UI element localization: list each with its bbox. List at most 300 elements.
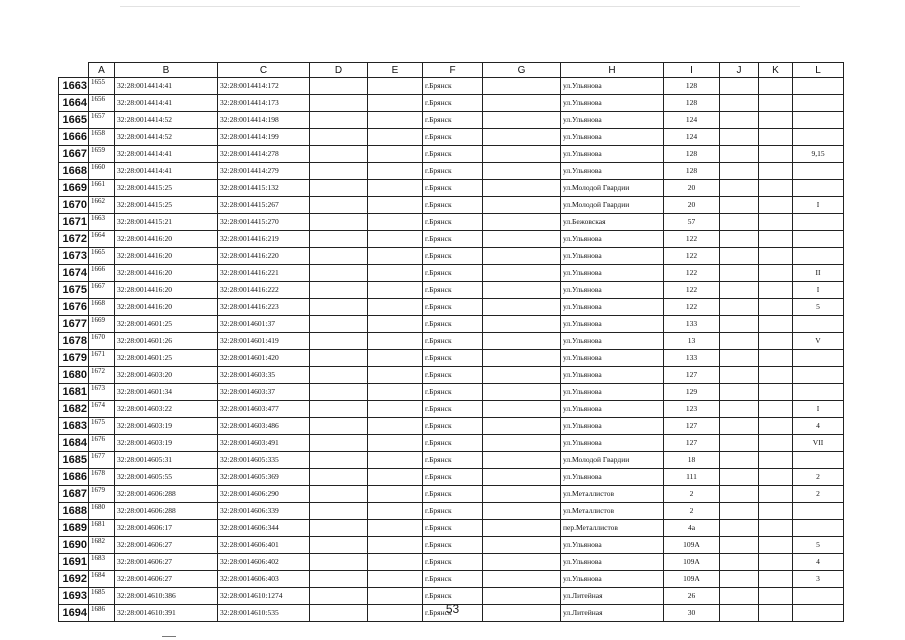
cell-k[interactable] [759,163,793,180]
cell-b[interactable]: 32:28:0014416:20 [115,282,218,299]
cell-f[interactable]: г.Брянск [423,333,483,350]
cell-h[interactable]: ул.Ульянова [561,95,664,112]
cell-h[interactable]: ул.Ульянова [561,316,664,333]
cell-j[interactable] [720,95,759,112]
cell-d[interactable] [310,231,368,248]
cell-f[interactable]: г.Брянск [423,248,483,265]
cell-b[interactable]: 32:28:0014414:52 [115,112,218,129]
row-number[interactable]: 1692 [59,571,89,588]
cell-a[interactable]: 1674 [89,401,115,418]
cell-j[interactable] [720,435,759,452]
cell-c[interactable]: 32:28:0014606:402 [218,554,310,571]
cell-b[interactable]: 32:28:0014603:19 [115,418,218,435]
row-number[interactable]: 1679 [59,350,89,367]
cell-l[interactable] [793,112,844,129]
cell-f[interactable]: г.Брянск [423,367,483,384]
cell-j[interactable] [720,265,759,282]
column-header-d[interactable]: D [310,63,368,78]
cell-e[interactable] [368,452,423,469]
cell-i[interactable]: 2 [664,503,720,520]
cell-j[interactable] [720,299,759,316]
cell-l[interactable] [793,248,844,265]
cell-b[interactable]: 32:28:0014603:19 [115,435,218,452]
row-number[interactable]: 1678 [59,333,89,350]
cell-k[interactable] [759,367,793,384]
cell-j[interactable] [720,571,759,588]
cell-l[interactable] [793,367,844,384]
cell-l[interactable] [793,78,844,95]
cell-a[interactable]: 1683 [89,554,115,571]
cell-l[interactable] [793,231,844,248]
cell-l[interactable]: 5 [793,537,844,554]
column-header-b[interactable]: B [115,63,218,78]
column-header-h[interactable]: H [561,63,664,78]
cell-g[interactable] [483,265,561,282]
cell-d[interactable] [310,384,368,401]
cell-a[interactable]: 1678 [89,469,115,486]
cell-i[interactable]: 124 [664,129,720,146]
row-number[interactable]: 1676 [59,299,89,316]
cell-j[interactable] [720,316,759,333]
cell-a[interactable]: 1672 [89,367,115,384]
cell-g[interactable] [483,537,561,554]
cell-b[interactable]: 32:28:0014414:52 [115,129,218,146]
cell-k[interactable] [759,401,793,418]
cell-d[interactable] [310,537,368,554]
cell-i[interactable]: 2 [664,486,720,503]
cell-i[interactable]: 133 [664,316,720,333]
cell-h[interactable]: ул.Ульянова [561,163,664,180]
cell-b[interactable]: 32:28:0014601:26 [115,333,218,350]
cell-c[interactable]: 32:28:0014610:535 [218,605,310,622]
column-header-a[interactable]: A [89,63,115,78]
cell-h[interactable]: ул.Ульянова [561,146,664,163]
cell-b[interactable]: 32:28:0014610:386 [115,588,218,605]
cell-f[interactable]: г.Брянск [423,231,483,248]
cell-j[interactable] [720,163,759,180]
cell-f[interactable]: г.Брянск [423,112,483,129]
cell-g[interactable] [483,163,561,180]
row-number[interactable]: 1691 [59,554,89,571]
cell-b[interactable]: 32:28:0014415:21 [115,214,218,231]
cell-e[interactable] [368,95,423,112]
row-number[interactable]: 1666 [59,129,89,146]
cell-g[interactable] [483,129,561,146]
cell-a[interactable]: 1663 [89,214,115,231]
cell-j[interactable] [720,452,759,469]
cell-k[interactable] [759,486,793,503]
cell-d[interactable] [310,129,368,146]
cell-k[interactable] [759,95,793,112]
cell-k[interactable] [759,299,793,316]
column-header-l[interactable]: L [793,63,844,78]
cell-d[interactable] [310,214,368,231]
cell-h[interactable]: ул.Ульянова [561,418,664,435]
cell-i[interactable]: 129 [664,384,720,401]
cell-l[interactable] [793,163,844,180]
cell-h[interactable]: ул.Литейная [561,605,664,622]
cell-c[interactable]: 32:28:0014606:403 [218,571,310,588]
cell-c[interactable]: 32:28:0014414:279 [218,163,310,180]
row-number[interactable]: 1675 [59,282,89,299]
cell-d[interactable] [310,316,368,333]
cell-d[interactable] [310,435,368,452]
cell-c[interactable]: 32:28:0014606:290 [218,486,310,503]
cell-d[interactable] [310,112,368,129]
cell-j[interactable] [720,350,759,367]
cell-b[interactable]: 32:28:0014606:288 [115,503,218,520]
cell-i[interactable]: 122 [664,265,720,282]
cell-e[interactable] [368,146,423,163]
cell-g[interactable] [483,214,561,231]
cell-h[interactable]: ул.Литейная [561,588,664,605]
cell-d[interactable] [310,367,368,384]
cell-h[interactable]: ул.Ульянова [561,571,664,588]
cell-i[interactable]: 122 [664,299,720,316]
cell-h[interactable]: ул.Металлистов [561,503,664,520]
cell-d[interactable] [310,333,368,350]
row-number[interactable]: 1686 [59,469,89,486]
row-number[interactable]: 1694 [59,605,89,622]
cell-k[interactable] [759,435,793,452]
cell-l[interactable] [793,129,844,146]
cell-j[interactable] [720,197,759,214]
cell-k[interactable] [759,112,793,129]
cell-e[interactable] [368,163,423,180]
cell-c[interactable]: 32:28:0014414:173 [218,95,310,112]
cell-k[interactable] [759,418,793,435]
cell-e[interactable] [368,384,423,401]
row-number[interactable]: 1668 [59,163,89,180]
cell-i[interactable]: 127 [664,418,720,435]
cell-h[interactable]: ул.Металлистов [561,486,664,503]
cell-a[interactable]: 1686 [89,605,115,622]
cell-b[interactable]: 32:28:0014414:41 [115,163,218,180]
cell-g[interactable] [483,333,561,350]
cell-a[interactable]: 1685 [89,588,115,605]
cell-c[interactable]: 32:28:0014603:35 [218,367,310,384]
cell-g[interactable] [483,350,561,367]
cell-l[interactable] [793,520,844,537]
cell-h[interactable]: ул.Ульянова [561,384,664,401]
cell-e[interactable] [368,78,423,95]
cell-a[interactable]: 1660 [89,163,115,180]
cell-i[interactable]: 111 [664,469,720,486]
cell-k[interactable] [759,503,793,520]
cell-k[interactable] [759,282,793,299]
cell-l[interactable] [793,384,844,401]
cell-e[interactable] [368,214,423,231]
cell-e[interactable] [368,350,423,367]
cell-a[interactable]: 1657 [89,112,115,129]
cell-k[interactable] [759,350,793,367]
cell-c[interactable]: 32:28:0014415:270 [218,214,310,231]
cell-g[interactable] [483,571,561,588]
cell-a[interactable]: 1656 [89,95,115,112]
cell-a[interactable]: 1667 [89,282,115,299]
cell-d[interactable] [310,248,368,265]
cell-k[interactable] [759,520,793,537]
cell-b[interactable]: 32:28:0014606:288 [115,486,218,503]
cell-g[interactable] [483,231,561,248]
row-number[interactable]: 1680 [59,367,89,384]
cell-f[interactable]: г.Брянск [423,180,483,197]
cell-i[interactable]: 57 [664,214,720,231]
cell-j[interactable] [720,486,759,503]
cell-j[interactable] [720,469,759,486]
cell-g[interactable] [483,503,561,520]
column-header-f[interactable]: F [423,63,483,78]
cell-k[interactable] [759,197,793,214]
cell-c[interactable]: 32:28:0014414:198 [218,112,310,129]
cell-c[interactable]: 32:28:0014601:37 [218,316,310,333]
cell-i[interactable]: 109А [664,537,720,554]
cell-h[interactable]: ул.Ульянова [561,129,664,146]
cell-b[interactable]: 32:28:0014606:27 [115,571,218,588]
row-number[interactable]: 1674 [59,265,89,282]
cell-c[interactable]: 32:28:0014603:486 [218,418,310,435]
cell-d[interactable] [310,571,368,588]
cell-i[interactable]: 30 [664,605,720,622]
cell-j[interactable] [720,537,759,554]
cell-g[interactable] [483,299,561,316]
cell-h[interactable]: ул.Ульянова [561,333,664,350]
cell-j[interactable] [720,384,759,401]
cell-g[interactable] [483,248,561,265]
row-number[interactable]: 1687 [59,486,89,503]
cell-g[interactable] [483,367,561,384]
cell-e[interactable] [368,333,423,350]
cell-e[interactable] [368,469,423,486]
cell-f[interactable]: г.Брянск [423,197,483,214]
row-number[interactable]: 1684 [59,435,89,452]
cell-a[interactable]: 1682 [89,537,115,554]
cell-k[interactable] [759,316,793,333]
cell-e[interactable] [368,231,423,248]
cell-h[interactable]: ул.Ульянова [561,401,664,418]
row-number[interactable]: 1693 [59,588,89,605]
cell-j[interactable] [720,129,759,146]
cell-f[interactable]: г.Брянск [423,588,483,605]
cell-d[interactable] [310,486,368,503]
cell-c[interactable]: 32:28:0014416:219 [218,231,310,248]
row-number[interactable]: 1669 [59,180,89,197]
cell-a[interactable]: 1658 [89,129,115,146]
cell-b[interactable]: 32:28:0014606:27 [115,537,218,554]
row-number[interactable]: 1673 [59,248,89,265]
cell-a[interactable]: 1659 [89,146,115,163]
cell-c[interactable]: 32:28:0014415:267 [218,197,310,214]
cell-c[interactable]: 32:28:0014606:339 [218,503,310,520]
column-header-c[interactable]: C [218,63,310,78]
cell-j[interactable] [720,418,759,435]
cell-f[interactable]: г.Брянск [423,129,483,146]
cell-f[interactable]: г.Брянск [423,469,483,486]
cell-f[interactable]: г.Брянск [423,503,483,520]
cell-f[interactable]: г.Брянск [423,95,483,112]
cell-i[interactable]: 128 [664,95,720,112]
cell-d[interactable] [310,180,368,197]
cell-a[interactable]: 1680 [89,503,115,520]
cell-b[interactable]: 32:28:0014416:20 [115,299,218,316]
cell-g[interactable] [483,452,561,469]
cell-j[interactable] [720,180,759,197]
cell-g[interactable] [483,401,561,418]
row-number[interactable]: 1688 [59,503,89,520]
cell-e[interactable] [368,367,423,384]
cell-k[interactable] [759,180,793,197]
cell-a[interactable]: 1684 [89,571,115,588]
cell-f[interactable]: г.Брянск [423,418,483,435]
cell-h[interactable]: ул.Ульянова [561,350,664,367]
cell-f[interactable]: г.Брянск [423,316,483,333]
column-header-g[interactable]: G [483,63,561,78]
cell-k[interactable] [759,129,793,146]
cell-e[interactable] [368,418,423,435]
cell-g[interactable] [483,197,561,214]
cell-d[interactable] [310,282,368,299]
cell-l[interactable]: I [793,401,844,418]
cell-i[interactable]: 109А [664,571,720,588]
cell-e[interactable] [368,299,423,316]
cell-d[interactable] [310,95,368,112]
cell-j[interactable] [720,231,759,248]
cell-a[interactable]: 1677 [89,452,115,469]
cell-i[interactable]: 109А [664,554,720,571]
cell-i[interactable]: 127 [664,435,720,452]
cell-d[interactable] [310,503,368,520]
cell-e[interactable] [368,316,423,333]
cell-e[interactable] [368,265,423,282]
cell-k[interactable] [759,452,793,469]
cell-b[interactable]: 32:28:0014606:17 [115,520,218,537]
cell-k[interactable] [759,146,793,163]
cell-e[interactable] [368,112,423,129]
cell-g[interactable] [483,435,561,452]
cell-c[interactable]: 32:28:0014605:335 [218,452,310,469]
cell-a[interactable]: 1664 [89,231,115,248]
cell-i[interactable]: 128 [664,163,720,180]
row-number[interactable]: 1683 [59,418,89,435]
cell-d[interactable] [310,469,368,486]
cell-k[interactable] [759,469,793,486]
cell-l[interactable]: 2 [793,486,844,503]
cell-f[interactable]: г.Брянск [423,486,483,503]
cell-f[interactable]: г.Брянск [423,265,483,282]
cell-e[interactable] [368,571,423,588]
cell-j[interactable] [720,248,759,265]
cell-h[interactable]: ул.Молодой Гвардии [561,180,664,197]
cell-f[interactable]: г.Брянск [423,571,483,588]
cell-c[interactable]: 32:28:0014603:37 [218,384,310,401]
cell-l[interactable]: 4 [793,418,844,435]
cell-k[interactable] [759,265,793,282]
cell-d[interactable] [310,197,368,214]
cell-b[interactable]: 32:28:0014416:20 [115,231,218,248]
cell-i[interactable]: 124 [664,112,720,129]
cell-l[interactable] [793,180,844,197]
cell-c[interactable]: 32:28:0014603:477 [218,401,310,418]
cell-e[interactable] [368,554,423,571]
cell-a[interactable]: 1662 [89,197,115,214]
cell-b[interactable]: 32:28:0014601:25 [115,350,218,367]
cell-e[interactable] [368,486,423,503]
cell-i[interactable]: 122 [664,248,720,265]
cell-i[interactable]: 26 [664,588,720,605]
cell-h[interactable]: ул.Ульянова [561,112,664,129]
cell-k[interactable] [759,554,793,571]
cell-i[interactable]: 20 [664,197,720,214]
cell-l[interactable] [793,316,844,333]
cell-i[interactable]: 18 [664,452,720,469]
cell-b[interactable]: 32:28:0014414:41 [115,78,218,95]
cell-g[interactable] [483,554,561,571]
cell-e[interactable] [368,520,423,537]
cell-e[interactable] [368,537,423,554]
cell-k[interactable] [759,333,793,350]
cell-h[interactable]: ул.Ульянова [561,537,664,554]
cell-a[interactable]: 1669 [89,316,115,333]
cell-j[interactable] [720,78,759,95]
cell-e[interactable] [368,401,423,418]
cell-h[interactable]: ул.Ульянова [561,299,664,316]
row-number[interactable]: 1665 [59,112,89,129]
row-number[interactable]: 1682 [59,401,89,418]
cell-b[interactable]: 32:28:0014415:25 [115,197,218,214]
cell-f[interactable]: г.Брянск [423,537,483,554]
cell-l[interactable]: V [793,333,844,350]
cell-a[interactable]: 1673 [89,384,115,401]
cell-b[interactable]: 32:28:0014601:25 [115,316,218,333]
cell-j[interactable] [720,214,759,231]
cell-j[interactable] [720,554,759,571]
cell-g[interactable] [483,112,561,129]
cell-d[interactable] [310,350,368,367]
cell-f[interactable]: г.Брянск [423,554,483,571]
cell-l[interactable] [793,350,844,367]
cell-i[interactable]: 128 [664,146,720,163]
cell-j[interactable] [720,401,759,418]
cell-f[interactable]: г.Брянск [423,384,483,401]
cell-h[interactable]: ул.Молодой Гвардии [561,197,664,214]
cell-a[interactable]: 1681 [89,520,115,537]
row-number[interactable]: 1663 [59,78,89,95]
cell-c[interactable]: 32:28:0014416:223 [218,299,310,316]
cell-g[interactable] [483,282,561,299]
cell-e[interactable] [368,180,423,197]
cell-b[interactable]: 32:28:0014610:391 [115,605,218,622]
cell-l[interactable]: 5 [793,299,844,316]
cell-h[interactable]: ул.Ульянова [561,282,664,299]
cell-a[interactable]: 1655 [89,78,115,95]
cell-k[interactable] [759,78,793,95]
cell-b[interactable]: 32:28:0014415:25 [115,180,218,197]
row-number[interactable]: 1664 [59,95,89,112]
cell-d[interactable] [310,554,368,571]
row-number[interactable]: 1670 [59,197,89,214]
column-header-k[interactable]: K [759,63,793,78]
cell-i[interactable]: 4а [664,520,720,537]
cell-i[interactable]: 13 [664,333,720,350]
cell-c[interactable]: 32:28:0014603:491 [218,435,310,452]
cell-a[interactable]: 1661 [89,180,115,197]
cell-k[interactable] [759,248,793,265]
cell-g[interactable] [483,78,561,95]
cell-b[interactable]: 32:28:0014416:20 [115,248,218,265]
cell-c[interactable]: 32:28:0014606:344 [218,520,310,537]
row-number[interactable]: 1681 [59,384,89,401]
cell-f[interactable]: г.Брянск [423,401,483,418]
